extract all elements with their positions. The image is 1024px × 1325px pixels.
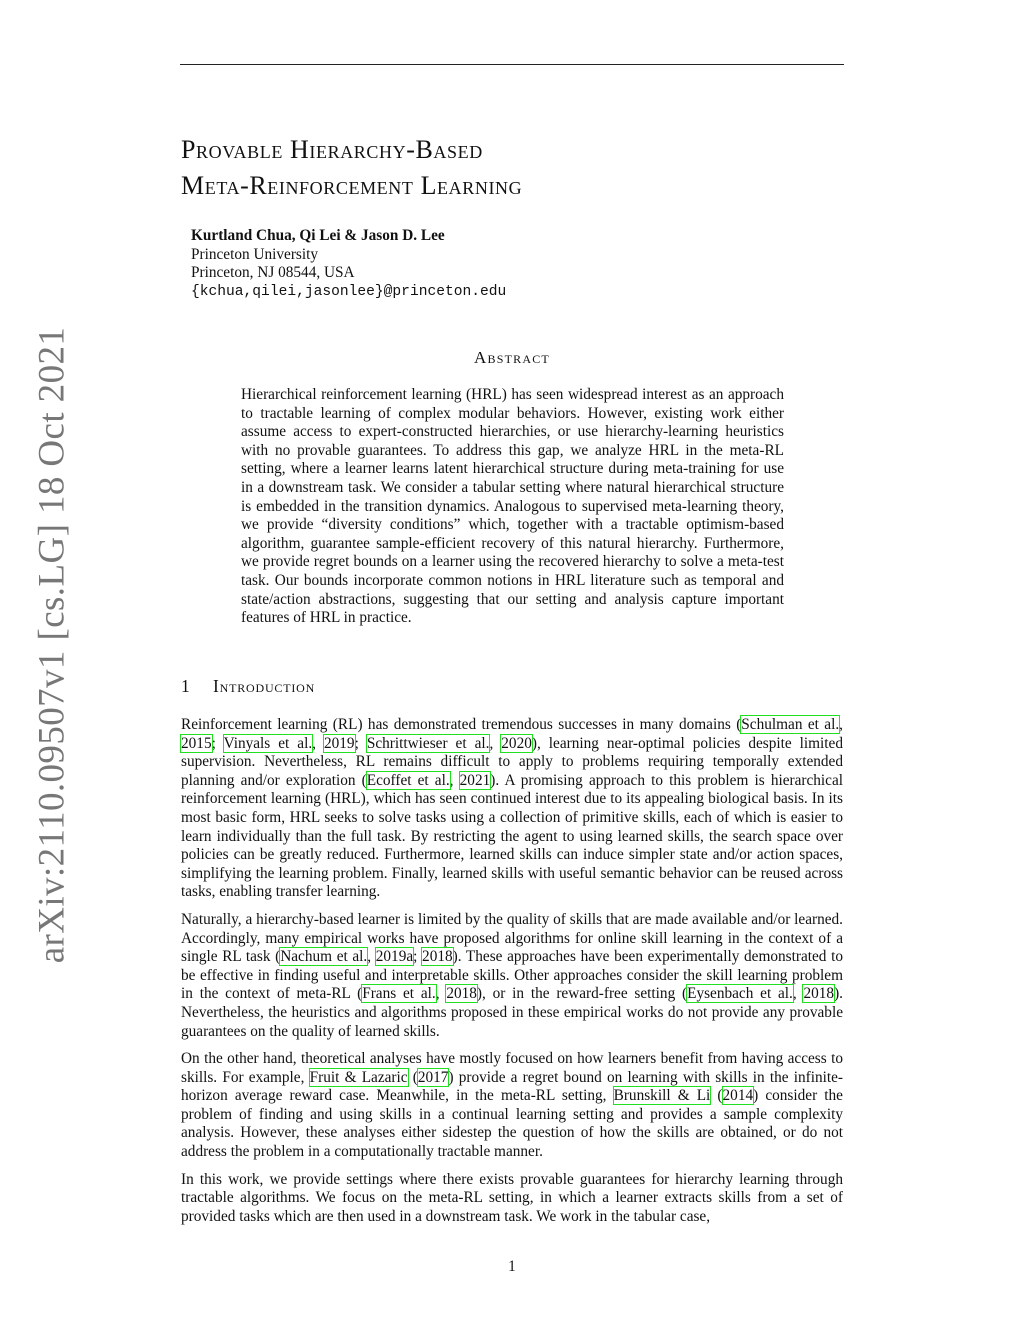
title-line-1: Provable Hierarchy-Based: [181, 135, 483, 164]
abstract-text: Hierarchical reinforcement learning (HRL) has seen widespread interest as an approach to tractable learning of complex modular behaviors. However, existing work either assume access to expert-constructed hierarchies, or use hierarchy-learning heuristics with no provable guarantees. To address this gap, we analyze HRL in the meta-RL setting, where a learner learns latent hierarchical structure during meta-training for use in a downstream task. We consider a tabular setting where natural hierarchical structure is embedded in the transition dynamics. Analogous to supervised meta-learning theory, we provide “diversity conditions” which, together with a tractable optimism-based algorithm, guarantee sample-efficient recovery of this natural hierarchy. Furthermore, we provide regret bounds on a learner using the recovered hierarchy to solve a meta-test task. Our bounds incorporate common notions in HRL literature such as temporal and state/action abstractions, suggesting that our setting and analysis capture important features of HRL in practice.: [241, 386, 784, 627]
title-line-2: Meta-Reinforcement Learning: [181, 171, 523, 200]
author-block: [191, 227, 506, 301]
paragraph-4: In this work, we provide settings where there exists provable guarantees for hierarchy learning through tractable algorithms. We focus on the meta-RL setting, in which a learner extracts skills from a set of provided tasks which are then used in a downstream task. We work in the tabular case,: [181, 1170, 843, 1225]
text-run: ), learning near-optimal policies despite limited supervision. Nevertheless, RL remains difficult to apply to problems requiring temporally extended planning and/or exploration (: [181, 734, 843, 789]
citation-link[interactable]: Frans et al.: [362, 985, 436, 1003]
paragraph-1: [181, 716, 843, 902]
text-run: ;: [413, 948, 423, 966]
text-run: ,: [449, 771, 460, 789]
text-run: (: [710, 1087, 723, 1105]
text-run: ,: [792, 985, 804, 1003]
citation-link[interactable]: 2019: [323, 734, 355, 752]
citation-link[interactable]: Fruit & Lazaric: [309, 1068, 408, 1086]
abstract-heading: Abstract: [474, 348, 550, 367]
author-email: {kchua,qilei,jasonlee}@princeton.edu: [191, 283, 507, 300]
section-number: 1: [181, 676, 191, 696]
text-run: ) consider the problem of finding and using skills in a continual learning setting and provides a sample complexity analysis. However, these analyses either sidestep the question of how the skills are obtained, or do not address the problem in a computationally tractable manner.: [181, 1087, 843, 1161]
text-run: Reinforcement learning (RL) has demonstrated tremendous successes in many domains (: [181, 716, 742, 733]
text-run: ,: [435, 985, 447, 1003]
text-run: ). Nevertheless, the heuristics and algorithms proposed in these empirical works do not provide any provable guarantees on the quality of learned skills.: [181, 985, 843, 1040]
text-run: ,: [312, 734, 324, 752]
text-run: ;: [354, 734, 367, 752]
citation-link[interactable]: 2020: [501, 734, 532, 752]
text-run: ;: [211, 734, 224, 752]
citation-link[interactable]: Vinyals et al.: [223, 734, 313, 752]
text-run: ). These approaches have been experimentally demonstrated to be effective in finding useful and interpretable skills. Other approaches consider the skill learning problem in the context of meta-RL (: [181, 948, 843, 1003]
text-run: ,: [839, 716, 843, 733]
citation-link[interactable]: 2018: [422, 948, 453, 966]
text-run: ,: [367, 948, 376, 966]
author-affiliation: Princeton University: [191, 245, 319, 263]
citation-link[interactable]: 2015: [181, 734, 212, 752]
text-run: (: [407, 1068, 418, 1086]
citation-link[interactable]: Ecoffet et al.: [366, 771, 450, 789]
citation-link[interactable]: Nachum et al.: [280, 948, 368, 966]
text-run: Naturally, a hierarchy-based learner is limited by the quality of skills that are made available and/or learned. Accordingly, many empirical works have proposed algorithms for online skill learning in the context of a single RL task (: [181, 910, 843, 966]
author-names: Kurtland Chua, Qi Lei & Jason D. Lee: [191, 227, 445, 244]
text-run: ) provide a regret bound on learning with skills in the infinite-horizon average reward case. Meanwhile, in the meta-RL setting,: [181, 1068, 843, 1105]
text-run: On the other hand, theoretical analyses have mostly focused on how learners benefit from having access to skills. For example,: [181, 1050, 843, 1086]
text-run: ), or in the reward-free setting (: [476, 985, 688, 1003]
citation-link[interactable]: 2018: [446, 985, 477, 1003]
paragraph-2: [181, 911, 843, 1041]
top-rule: [180, 64, 844, 65]
paragraph-3: [181, 1050, 843, 1162]
section-title: Introduction: [213, 676, 316, 696]
section-heading-introduction: [181, 676, 315, 697]
citation-link[interactable]: Eysenbach et al.: [687, 985, 793, 1003]
citation-link[interactable]: Schulman et al.: [741, 716, 840, 733]
text-run: ,: [489, 734, 502, 752]
page-number: 1: [508, 1258, 516, 1275]
paper-title: [181, 132, 841, 204]
citation-link[interactable]: 2014: [722, 1087, 754, 1105]
citation-link[interactable]: Schrittwieser et al.: [366, 734, 490, 752]
author-address: Princeton, NJ 08544, USA: [191, 264, 355, 281]
arxiv-identifier-stamp: arXiv:2110.09507v1 [cs.LG] 18 Oct 2021: [31, 326, 73, 964]
citation-link[interactable]: Brunskill & Li: [613, 1087, 711, 1105]
citation-link[interactable]: 2017: [417, 1068, 449, 1086]
citation-link[interactable]: 2018: [803, 985, 835, 1003]
citation-link[interactable]: 2021: [459, 771, 491, 789]
citation-link[interactable]: 2019a: [375, 948, 414, 966]
introduction-body: [181, 716, 843, 1235]
text-run: ). A promising approach to this problem is hierarchical reinforcement learning (HRL), which has seen continued interest due to its appealing biological basis. In its most basic form, HRL seeks to solve tasks using a collection of primitive skills, each of which is easier to learn individually than the full task. By restricting the agent to using learned skills, the search space over policies can be greatly reduced. Furthermore, learned skills can induce simpler state and/or action spaces, simplifying the learning problem. Finally, learned skills with useful semantic behavior can be reused across tasks, enabling transfer learning.: [181, 771, 844, 901]
